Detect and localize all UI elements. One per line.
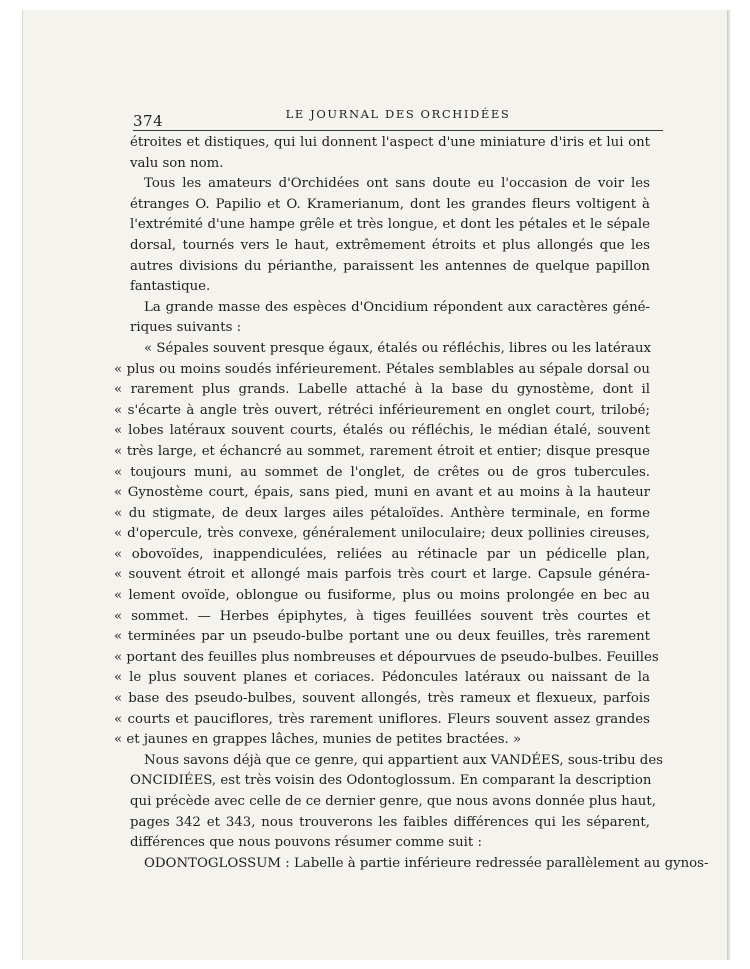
text-line: « sommet. — Herbes épiphytes, à tiges feuillées souvent très courtes et <box>114 607 650 628</box>
page-number: 374 <box>133 112 164 130</box>
text-line: « portant des feuilles plus nombreuses et dépourvues de pseudo-bulbes. Feuilles <box>114 648 650 669</box>
text-line: « Gynostème court, épais, sans pied, muni en avant et au moins à la hauteur <box>114 483 650 504</box>
journal-title: LE JOURNAL DES ORCHIDÉES <box>285 107 511 121</box>
text-line: « et jaunes en grappes lâches, munies de petites bractées. » <box>114 730 650 751</box>
text-line: « terminées par un pseudo-bulbe portant une ou deux feuilles, très rarement <box>114 627 650 648</box>
body-text <box>126 133 709 874</box>
running-head <box>133 102 663 131</box>
text-line: dorsal, tournés vers le haut, extrêmement étroits et plus allongés que les <box>130 237 650 253</box>
text-line: « du stigmate, de deux larges ailes pétaloïdes. Anthère terminale, en forme <box>114 504 650 525</box>
text-line: Tous les amateurs d'Orchidées ont sans doute eu l'occasion de voir les <box>144 176 650 192</box>
text-line: valu son nom. <box>130 155 224 171</box>
text-line: « lobes latéraux souvent courts, étalés ou réfléchis, le médian étalé, souvent <box>114 421 650 442</box>
text-line: « s'écarte à angle très ouvert, rétréci inférieurement en onglet court, trilobé; <box>114 401 650 422</box>
text-line: pages 342 et 343, nous trouverons les faibles différences qui les séparent, <box>130 814 650 830</box>
text-line: ONCIDIÉES, est très voisin des Odontoglossum. En comparant la description <box>130 773 652 789</box>
text-line: l'extrémité d'une hampe grêle et très longue, et dont les pétales et le sépale <box>130 217 650 233</box>
text-line: fantastique. <box>130 279 211 295</box>
text-line: « toujours muni, au sommet de l'onglet, de crêtes ou de gros tubercules. <box>114 463 650 484</box>
text-line: « le plus souvent planes et coriaces. Pédoncules latéraux ou naissant de la <box>114 668 650 689</box>
text-line: différences que nous pouvons résumer comme suit : <box>130 835 482 851</box>
text-line: « base des pseudo-bulbes, souvent allongés, très rameux et flexueux, parfois <box>114 689 650 710</box>
text-line: « plus ou moins soudés inférieurement. Pétales semblables au sépale dorsal ou <box>114 360 650 381</box>
text-line: ODONTOGLOSSUM : Labelle à partie inférieure redressée parallèlement au gynos- <box>144 855 709 871</box>
text-line: autres divisions du périanthe, paraissent les antennes de quelque papillon <box>130 258 650 274</box>
text-line: riques suivants : <box>130 320 242 336</box>
text-line: qui précède avec celle de ce dernier genre, que nous avons donnée plus haut, <box>130 794 656 809</box>
text-line: « souvent étroit et allongé mais parfois très court et large. Capsule généra- <box>114 565 650 586</box>
text-line: « très large, et échancré au sommet, rarement étroit et entier; disque presque <box>114 442 650 463</box>
text-line: étranges O. Papilio et O. Kramerianum, dont les grandes fleurs voltigent à <box>130 196 650 212</box>
text-line: Nous savons déjà que ce genre, qui appartient aux VANDÉES, sous-tribu des <box>144 752 664 768</box>
text-line: étroites et distiques, qui lui donnent l'aspect d'une miniature d'iris et lui ont <box>130 135 650 150</box>
text-line: « lement ovoïde, oblongue ou fusiforme, plus ou moins prolongée en bec au <box>114 586 650 607</box>
text-line: « Sépales souvent presque égaux, étalés ou réfléchis, libres ou les latéraux <box>144 340 652 356</box>
text-line: « d'opercule, très convexe, généralement uniloculaire; deux pollinies cireuses, <box>114 524 650 545</box>
text-line: « rarement plus grands. Labelle attaché à la base du gynostème, dont il <box>114 380 650 401</box>
text-line: « courts et pauciflores, très rarement uniflores. Fleurs souvent assez grandes <box>114 710 650 731</box>
text-line: « obovoïdes, inappendiculées, reliées au rétinacle par un pédicelle plan, <box>114 545 650 566</box>
text-line: La grande masse des espèces d'Oncidium répondent aux caractères géné- <box>144 299 650 315</box>
